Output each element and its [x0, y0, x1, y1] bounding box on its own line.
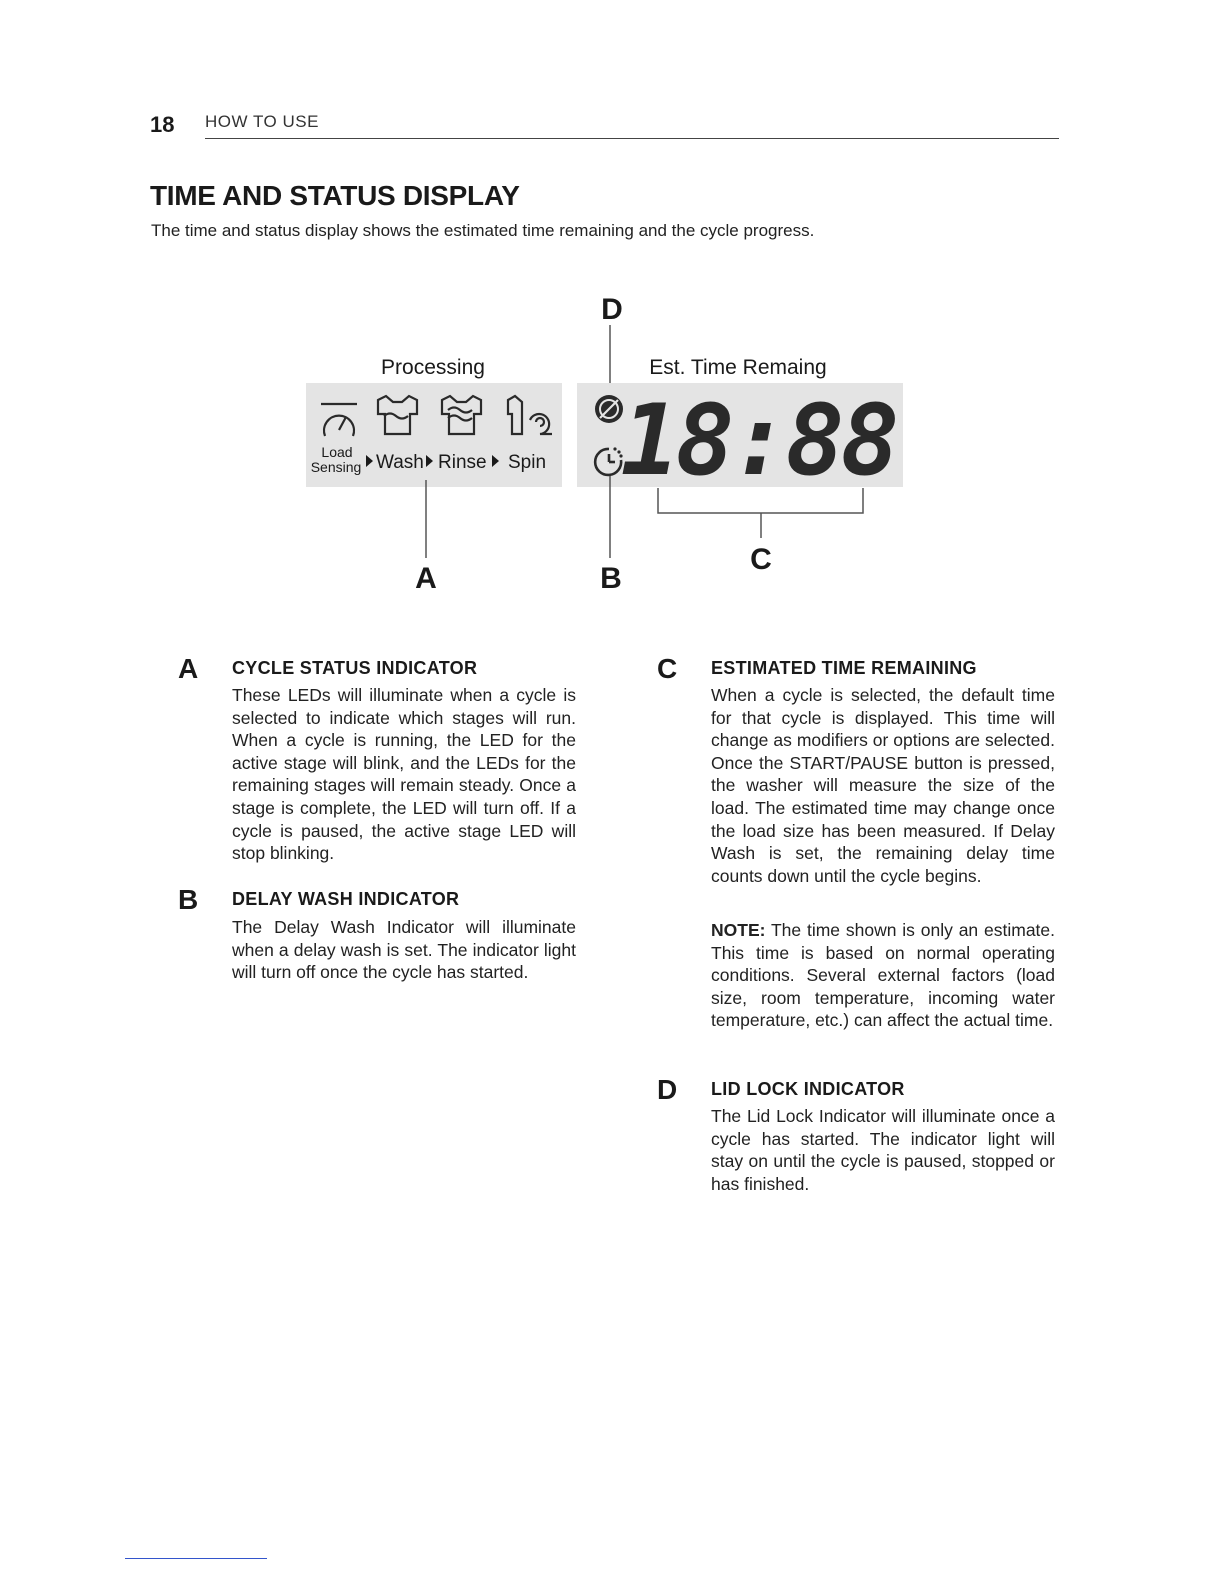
time-digits: 18:88 [620, 384, 896, 498]
item-d-heading: LID LOCK INDICATOR [711, 1079, 905, 1099]
item-a-heading: CYCLE STATUS INDICATOR [232, 658, 478, 678]
stage-load-line2: Sensing [310, 459, 362, 475]
stage-load-line1: Load [321, 444, 353, 460]
time-label: Est. Time Remaing [649, 356, 827, 379]
item-b-body: The Delay Wash Indicator will illuminate when a delay wash is set. The indicator light will turn off once the cycle has started. [232, 917, 576, 983]
callout-b: B [600, 562, 622, 595]
note-body: The time shown is only an estimate. This time is based on normal operating conditions. Several external factors (load size, room temperature, incoming water temperature, etc.) can affect the actual time. [711, 920, 1056, 1031]
item-d-letter: D [657, 1074, 678, 1105]
footer-link-rule[interactable] [125, 1558, 267, 1559]
page-number: 18 [150, 112, 175, 137]
stage-spin: Spin [508, 452, 547, 473]
item-c-letter: C [657, 653, 678, 684]
note-label: NOTE: [711, 920, 766, 940]
callout-d: D [601, 293, 623, 326]
stage-wash: Wash [376, 452, 424, 473]
intro-text: The time and status display shows the estimated time remaining and the cycle progress. [151, 221, 815, 240]
item-a-body: These LEDs will illuminate when a cycle is selected to indicate which stages will run. When a cycle is running, the LED for the active stage will blink, and the LEDs for the remaining stages will remain steady. Once a stage is complete, the LED will turn off. If a cycle is paused, the active stage LED will stop blinking. [232, 685, 576, 864]
item-d-body: The Lid Lock Indicator will illuminate once a cycle has started. The indicator light will stay on until the cycle is paused, stopped or has finished. [711, 1106, 1055, 1194]
display-diagram [300, 290, 920, 600]
callout-c: C [750, 543, 772, 576]
item-a-letter: A [178, 653, 199, 684]
stage-rinse: Rinse [438, 452, 487, 473]
header-rule [205, 138, 1059, 139]
page-title: TIME AND STATUS DISPLAY [150, 180, 520, 211]
item-c-body: When a cycle is selected, the default time for that cycle is displayed. This time will change as modifiers or options are selected. Once the START/PAUSE button is pressed, the washer will measure the size of the load. The estimated time may change once the load size has been measured. If Delay Wash is set, the remaining delay time counts down until the cycle begins. [711, 685, 1055, 886]
item-c-note [711, 919, 1055, 1032]
item-b-heading: DELAY WASH INDICATOR [232, 889, 460, 909]
item-c-heading: ESTIMATED TIME REMAINING [711, 658, 977, 678]
processing-label: Processing [381, 356, 485, 379]
section-title: HOW TO USE [205, 112, 319, 131]
lid-lock-icon [595, 395, 623, 423]
item-b-letter: B [178, 884, 199, 915]
callout-a: A [415, 562, 437, 595]
